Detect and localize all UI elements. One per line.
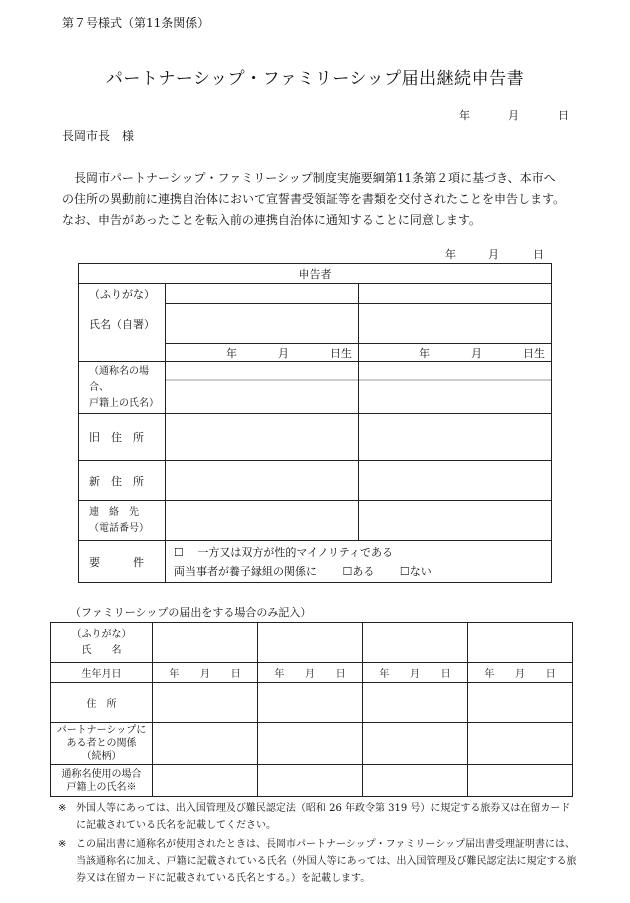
furigana-field-2[interactable] bbox=[359, 284, 552, 304]
contact-label: 連 絡 先 （電話番号） bbox=[79, 501, 166, 541]
new-address-field-2[interactable] bbox=[359, 461, 552, 501]
family-name-field[interactable] bbox=[153, 623, 258, 663]
family-name-field[interactable] bbox=[258, 623, 363, 663]
family-name-field[interactable] bbox=[363, 623, 468, 663]
family-relation-field[interactable] bbox=[468, 723, 573, 765]
family-birthdate-field[interactable]: 年 月 日 bbox=[258, 663, 363, 683]
family-birthdate-label: 生年月日 bbox=[51, 663, 153, 683]
family-address-field[interactable] bbox=[363, 683, 468, 723]
birthdate-field-1[interactable]: 年 月 日生 bbox=[166, 344, 359, 362]
declaration-line: 長岡市パートナーシップ・ファミリーシップ制度実施要綱第11条第２項に基づき、本市へ bbox=[62, 171, 556, 185]
family-birthdate-field[interactable]: 年 月 日 bbox=[153, 663, 258, 683]
old-address-field-1[interactable] bbox=[166, 414, 359, 461]
family-relation-field[interactable] bbox=[363, 723, 468, 765]
furigana-label: （ふりがな） bbox=[79, 284, 166, 304]
family-relation-label: パートナーシップに ある者との関係 （続柄） bbox=[51, 723, 153, 765]
furigana-field-1[interactable] bbox=[166, 284, 359, 304]
family-address-field[interactable] bbox=[258, 683, 363, 723]
family-address-label: 住 所 bbox=[51, 683, 153, 723]
note-item: ※ 外国人等にあっては、出入国管理及び難民認定法（昭和 26 年政令第 319 号）に規定する旅券又は在留カードに記載されている氏名を記載してください。 bbox=[58, 803, 571, 831]
notes bbox=[58, 800, 578, 889]
minority-label: 一方又は双方が性的マイノリティである bbox=[197, 545, 393, 559]
family-table bbox=[50, 622, 573, 797]
old-address-field-2[interactable] bbox=[359, 414, 552, 461]
declarant-table bbox=[78, 263, 552, 583]
name-field-2[interactable] bbox=[359, 304, 552, 344]
adoption-no-option[interactable]: ☐ない bbox=[399, 564, 432, 578]
requirement-label: 要 件 bbox=[79, 541, 166, 583]
note-item: ※ この届出書に通称名が使用されたときは、長岡市パートナーシップ・ファミリーシップ届出書受理証明書には、当該通称名に加え、戸籍に記載されている氏名（外国人等にあっては、出入国管理及び難民認定法に規定する旅券又は在留カードに記載されている氏名とする。）を記載します。 bbox=[58, 839, 577, 884]
family-name-label: （ふりがな） 氏 名 bbox=[51, 623, 153, 663]
family-birthdate-field[interactable]: 年 月 日 bbox=[468, 663, 573, 683]
family-name-field[interactable] bbox=[468, 623, 573, 663]
family-address-field[interactable] bbox=[153, 683, 258, 723]
declaration-text bbox=[62, 168, 582, 231]
family-alias-label: 通称名使用の場合 戸籍上の氏名※ bbox=[51, 765, 153, 797]
date-day-label: 日 bbox=[558, 109, 569, 122]
old-address-label: 旧 住 所 bbox=[79, 414, 166, 461]
declaration-line: なお、申告があったことを転入前の連携自治体に通知することに同意します。 bbox=[62, 213, 481, 227]
adoption-question: 両当事者が養子縁組の関係に bbox=[174, 564, 317, 578]
family-alias-field[interactable] bbox=[363, 765, 468, 797]
submission-day-label: 日 bbox=[533, 248, 544, 261]
alias-label: （通称名の場合、 戸籍上の氏名） bbox=[79, 362, 166, 414]
submission-month-label: 月 bbox=[488, 248, 499, 261]
alias-field-1[interactable] bbox=[166, 362, 359, 414]
new-address-field-1[interactable] bbox=[166, 461, 359, 501]
alias-field-2[interactable] bbox=[359, 362, 552, 414]
family-birthdate-field[interactable]: 年 月 日 bbox=[363, 663, 468, 683]
requirement-field bbox=[166, 541, 552, 583]
family-relation-field[interactable] bbox=[153, 723, 258, 765]
new-address-label: 新 住 所 bbox=[79, 461, 166, 501]
name-label: 氏名（自署） bbox=[79, 304, 166, 344]
adoption-yes-option[interactable]: ☐ある bbox=[342, 564, 375, 578]
form-number: 第７号様式（第11条関係） bbox=[62, 16, 210, 30]
date-month-label: 月 bbox=[508, 109, 519, 122]
declarant-header: 申告者 bbox=[79, 264, 552, 284]
declaration-line: の住所の異動前に連携自治体において宣誓書受領証等を書類を交付されたことを申告します。 bbox=[62, 192, 566, 206]
minority-checkbox[interactable]: ☐ bbox=[174, 545, 184, 559]
contact-field-1[interactable] bbox=[166, 501, 359, 541]
family-alias-field[interactable] bbox=[258, 765, 363, 797]
birthdate-field-2[interactable]: 年 月 日生 bbox=[359, 344, 552, 362]
family-relation-field[interactable] bbox=[258, 723, 363, 765]
date-year-label: 年 bbox=[459, 109, 470, 122]
contact-field-2[interactable] bbox=[359, 501, 552, 541]
page-title: パートナーシップ・ファミリーシップ届出継続申告書 bbox=[105, 69, 525, 89]
name-field-1[interactable] bbox=[166, 304, 359, 344]
family-section-heading: （ファミリーシップの届出をする場合のみ記入） bbox=[70, 606, 312, 619]
family-alias-field[interactable] bbox=[468, 765, 573, 797]
family-alias-field[interactable] bbox=[153, 765, 258, 797]
family-address-field[interactable] bbox=[468, 683, 573, 723]
addressee: 長岡市長 様 bbox=[62, 129, 135, 143]
submission-year-label: 年 bbox=[445, 248, 456, 261]
